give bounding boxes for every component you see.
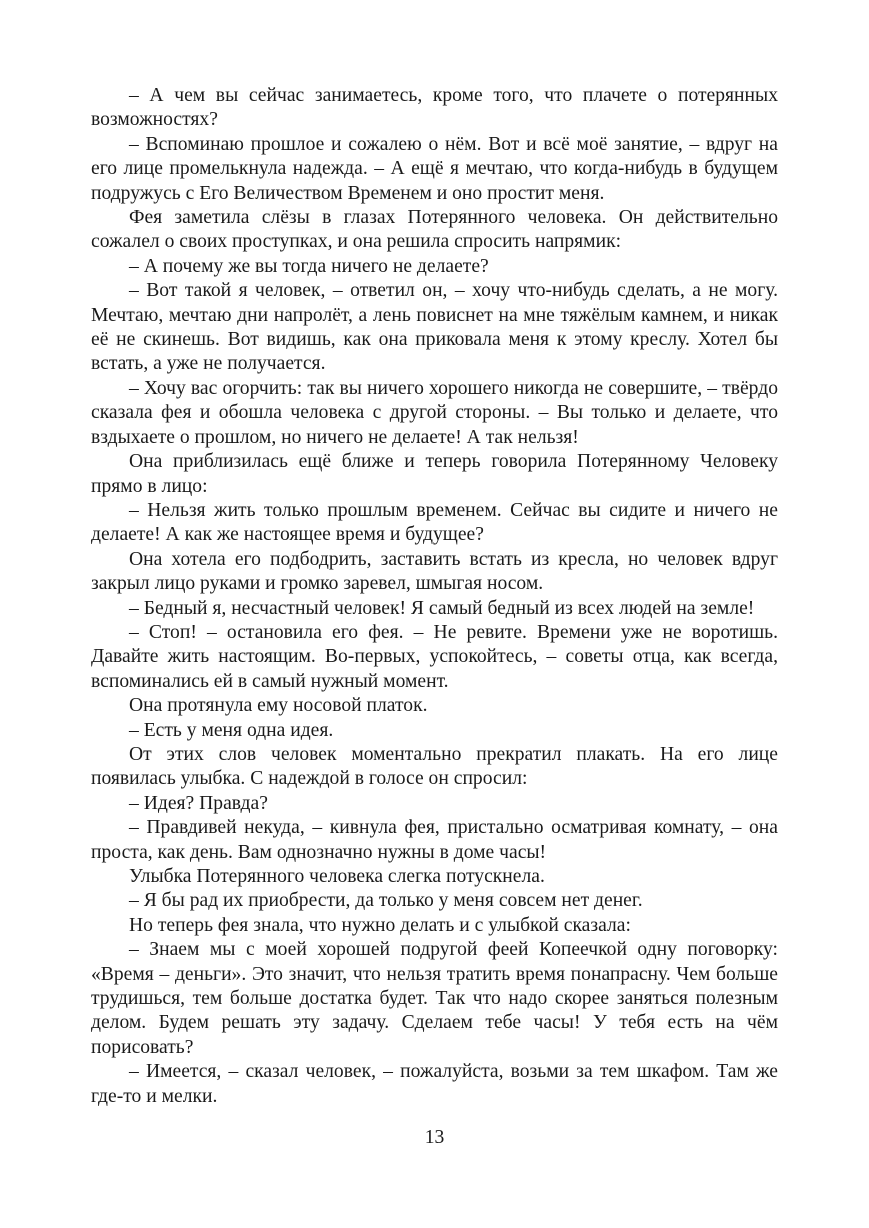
paragraph: Она хотела его подбодрить, заставить встать из кресла, но человек вдруг закрыл лицо руками и громко заревел, шмыгая носом. <box>91 548 778 595</box>
paragraph: – А чем вы сейчас занимаетесь, кроме того, что плачете о потерянных возможностях? <box>91 85 778 131</box>
paragraph: – Правдивей некуда, – кивнула фея, пристально осматривая комнату, – она проста, как день. Вам однозначно нужны в доме часы! <box>91 817 778 863</box>
page-number: 13 <box>424 1127 445 1148</box>
body-text <box>91 84 778 1109</box>
paragraph: – Вот такой я человек, – ответил он, – хочу что-нибудь сделать, а не могу. Мечтаю, мечтаю дни напролёт, а лень повиснет на мне тяжёлым камнем, и никак её не скинешь. Вот видишь, как она приковала меня к этому креслу. Хотел бы встать, а уже не получается. <box>91 280 778 375</box>
paragraph: – Идея? Правда? <box>129 792 268 814</box>
paragraph: – Бедный я, несчастный человек! Я самый бедный из всех людей на земле! <box>129 597 755 619</box>
paragraph: – Есть у меня одна идея. <box>129 719 334 741</box>
paragraph: – Вспоминаю прошлое и сожалею о нём. Вот и всё моё занятие, – вдруг на его лице промелькнула надежда. – А ещё я мечтаю, что когда-нибудь в будущем подружусь с Его Величеством Временем и оно простит меня. <box>91 133 778 204</box>
paragraph: – Нельзя жить только прошлым временем. Сейчас вы сидите и ничего не делаете! А как же настоящее время и будущее? <box>91 499 778 546</box>
paragraph: Но теперь фея знала, что нужно делать и с улыбкой сказала: <box>129 914 631 936</box>
paragraph: Улыбка Потерянного человека слегка потускнела. <box>129 866 545 887</box>
paragraph: – А почему же вы тогда ничего не делаете? <box>129 255 489 277</box>
paragraph: – Имеется, – сказал человек, – пожалуйста, возьми за тем шкафом. Там же где-то и мелки. <box>91 1061 778 1107</box>
paragraph: Она приблизилась ещё ближе и теперь говорила Потерянному Человеку прямо в лицо: <box>91 451 778 497</box>
paragraph: – Хочу вас огорчить: так вы ничего хорошего никогда не совершите, – твёрдо сказала фея и обошла человека с другой стороны. – Вы только и делаете, что вздыхаете о прошлом, но ничего не делаете! А так нельзя! <box>91 377 778 448</box>
paragraph: Фея заметила слёзы в глазах Потерянного человека. Он действительно сожалел о своих проступках, и она решила спросить напрямик: <box>91 207 778 253</box>
paragraph: – Я бы рад их приобрести, да только у меня совсем нет денег. <box>129 890 643 912</box>
paragraph: От этих слов человек моментально прекратил плакать. На его лице появилась улыбка. С надеждой в голосе он спросил: <box>91 743 778 790</box>
paragraph: – Знаем мы с моей хорошей подругой феей Копеечкой одну поговорку: «Время – деньги». Это значит, что нельзя тратить время понапрасну. Чем больше трудишься, тем больше достатка будет. Так что надо скорее заняться полезным делом. Будем решать эту задачу. Сделаем тебе часы! У тебя есть на чём порисовать? <box>91 939 778 1058</box>
paragraph: – Стоп! – остановила его фея. – Не ревите. Времени уже не воротишь. Давайте жить настоящим. Во-первых, успокойтесь, – советы отца, как всегда, вспоминались ей в самый нужный момент. <box>91 621 778 692</box>
paragraph: Она протянула ему носовой платок. <box>129 695 428 717</box>
